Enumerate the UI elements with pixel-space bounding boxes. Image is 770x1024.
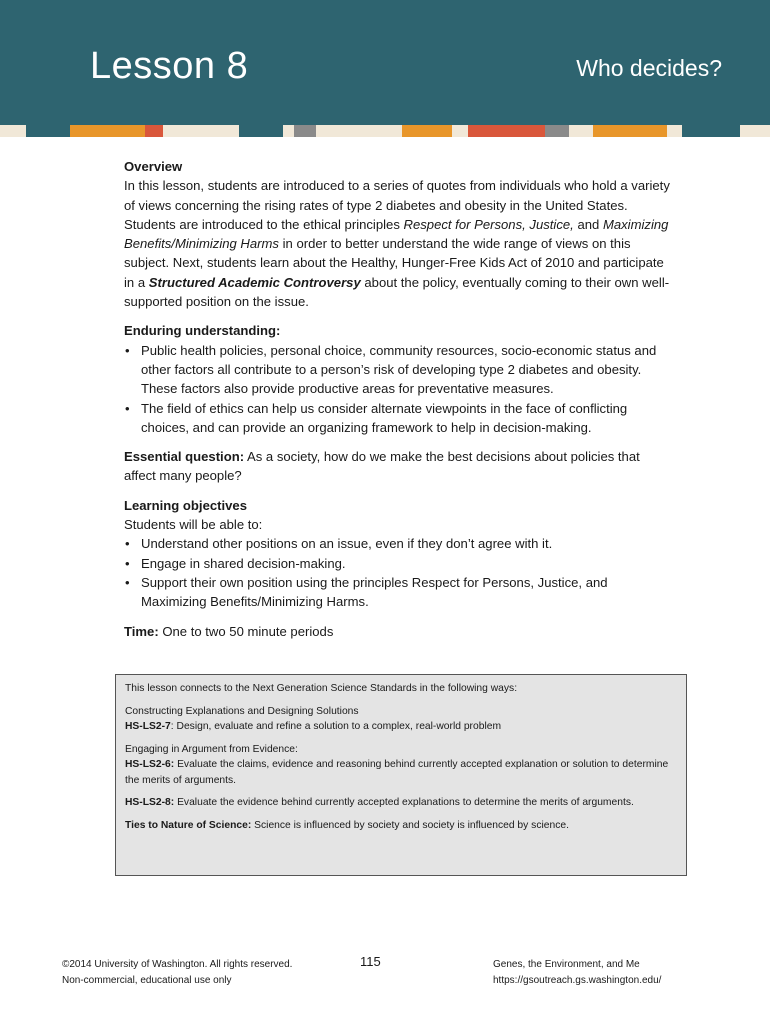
nature-of-science-text: Science is influenced by society and society is influenced by science. (251, 819, 569, 831)
time-section (124, 622, 670, 641)
lesson-header-band (0, 0, 770, 125)
page-number: 115 (360, 954, 381, 969)
essential-question (124, 447, 670, 486)
learning-objectives-heading: Learning objectives (124, 497, 247, 513)
enduring-understanding-section (124, 321, 670, 437)
learning-objectives-list (124, 534, 670, 611)
list-item: • The field of ethics can help us consider alternate viewpoints in the face of conflicting choices, and can provide an organizing framework to help in decision-making. (124, 399, 670, 438)
learning-objectives-intro: Students will be able to: (124, 517, 263, 533)
standard-code: HS-LS2-6: (125, 759, 175, 770)
lesson-subtitle: Who decides? (576, 55, 722, 81)
footer-copyright: ©2014 University of Washington. All rights reserved. (62, 959, 293, 970)
enduring-understanding-heading: Enduring understanding: (124, 323, 281, 339)
standards-group-argument (125, 742, 678, 789)
list-item: • Public health policies, personal choice, community resources, socio-economic status and other factors all contribute to a person’s risk of developing type 2 diabetes and obesity. These factors also provide productive areas for preventative measures. (124, 341, 670, 399)
lesson-content (124, 157, 670, 651)
standard-hs-ls2-8 (125, 795, 678, 811)
standard-text: Evaluate the evidence behind currently accepted explanations to determine the merits of arguments. (174, 797, 634, 808)
footer-right (493, 957, 661, 989)
standard-hs-ls2-7 (125, 719, 678, 735)
standards-group-title: Constructing Explanations and Designing Solutions (125, 705, 359, 717)
time-label: Time: (124, 623, 159, 639)
standard-hs-ls2-6 (125, 757, 678, 788)
overview-italic-principles: Respect for Persons, Justice, (403, 216, 574, 232)
standard-text: : Design, evaluate and refine a solution to a complex, real-world problem (170, 721, 502, 732)
decorative-color-stripe (0, 125, 770, 137)
overview-text-part: in order to better understand the wide range of views on this subject. Next, students learn about the Healthy, Hunger-Free Kids Act of 2010 and participate in a (124, 236, 664, 290)
overview-text (124, 176, 670, 311)
standards-group-explanations (125, 704, 678, 735)
list-item: • Engage in shared decision-making. (124, 554, 670, 573)
time-line (124, 622, 670, 641)
overview-text-part: In this lesson, students are introduced to a series of quotes from individuals who hold a variety of views concerning the rising rates of type 2 diabetes and obesity in the United States. Students are introduced to the ethical principles (124, 178, 670, 232)
time-text: One to two 50 minute periods (158, 623, 334, 639)
essential-question-text: As a society, how do we make the best decisions about policies that affect many people? (124, 449, 640, 484)
essential-question-label: Essential question: (124, 449, 245, 465)
learning-objectives-section (124, 496, 670, 612)
footer-book-title: Genes, the Environment, and Me (493, 959, 640, 970)
footer-url: https://gsoutreach.gs.washington.edu/ (493, 975, 662, 986)
overview-activity-name: Structured Academic Controversy (148, 274, 361, 290)
overview-section (124, 157, 670, 311)
lesson-title: Lesson 8 (90, 45, 249, 87)
overview-italic-principle: Maximizing Benefits/Minimizing Harms (124, 216, 669, 252)
footer-left (62, 957, 292, 989)
list-item: • Support their own position using the principles Respect for Persons, Justice, and Maximizing Benefits/Minimizing Harms. (124, 573, 670, 612)
footer-usage: Non-commercial, educational use only (62, 975, 232, 986)
standard-code: HS-LS2-7 (125, 721, 171, 732)
standard-code: HS-LS2-8: (125, 797, 175, 808)
standard-text: Evaluate the claims, evidence and reasoning behind currently accepted explanation or solution to determine the merits of arguments. (125, 759, 669, 786)
overview-text-part: about the policy, eventually coming to their own well-supported position on the issue. (124, 274, 670, 310)
nature-of-science-label: Ties to Nature of Science: (125, 819, 252, 831)
nature-of-science (125, 818, 678, 834)
ngss-standards-box (115, 674, 687, 876)
essential-question-section (124, 447, 670, 486)
overview-heading: Overview (124, 159, 183, 174)
standards-group-title: Engaging in Argument from Evidence: (125, 743, 298, 755)
standards-intro: This lesson connects to the Next Generation Science Standards in the following ways: (125, 683, 518, 694)
overview-text-part: and (573, 216, 603, 232)
list-item: • Understand other positions on an issue, even if they don’t agree with it. (124, 534, 670, 553)
enduring-understanding-list (124, 341, 670, 437)
